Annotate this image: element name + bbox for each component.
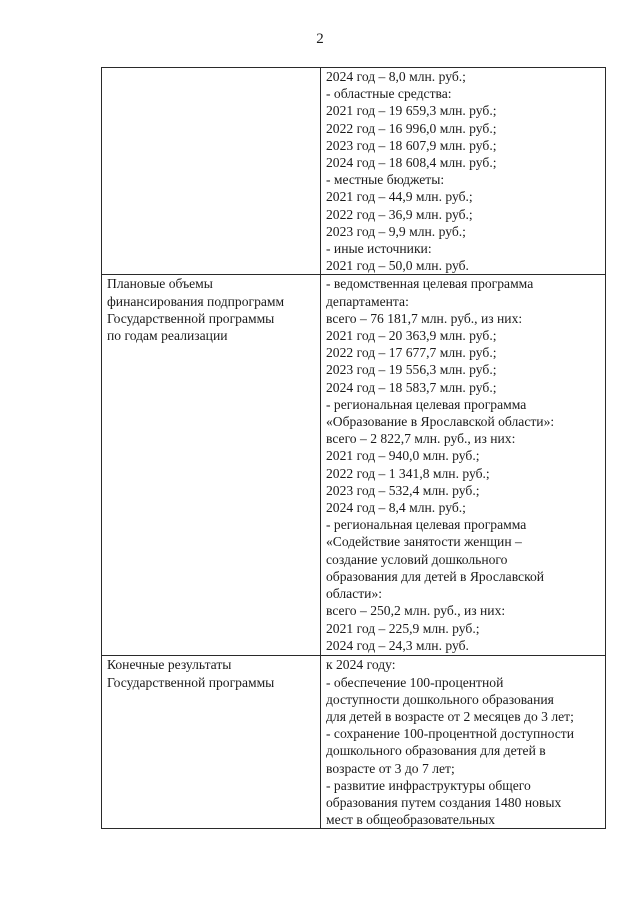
label-line: Конечные результаты [107, 657, 232, 673]
label-line: финансирования подпрограмм [107, 293, 285, 309]
table-row [102, 68, 606, 275]
value-line: 2022 год – 1 341,8 млн. руб.; [326, 465, 490, 481]
page-number: 2 [316, 31, 324, 47]
value-line: образования для детей в Ярославской [326, 568, 545, 584]
value-line: мест в общеобразовательных [326, 812, 496, 828]
row-value-cell [321, 656, 606, 829]
value-line: 2024 год – 18 583,7 млн. руб.; [326, 379, 497, 395]
row-value-cell [321, 275, 606, 656]
value-line: департамента: [326, 293, 409, 309]
value-line: 2023 год – 9,9 млн. руб.; [326, 223, 466, 239]
value-line: 2022 год – 16 996,0 млн. руб.; [326, 120, 497, 136]
value-line: 2022 год – 36,9 млн. руб.; [326, 206, 473, 222]
row-label-cell [102, 656, 321, 829]
value-line: всего – 2 822,7 млн. руб., из них: [326, 431, 516, 447]
row-label-cell [102, 68, 321, 275]
value-line: доступности дошкольного образования [326, 691, 554, 707]
value-line: «Содействие занятости женщин – [326, 534, 522, 550]
value-line: 2021 год – 44,9 млн. руб.; [326, 189, 473, 205]
value-line: 2024 год – 8,0 млн. руб.; [326, 69, 466, 84]
value-line: 2023 год – 532,4 млн. руб.; [326, 482, 480, 498]
value-line: - областные средства: [326, 86, 452, 102]
label-line: Плановые объемы [107, 276, 213, 292]
value-line: 2022 год – 17 677,7 млн. руб.; [326, 345, 497, 361]
value-line: 2024 год – 24,3 млн. руб. [326, 637, 469, 653]
value-line: 2024 год – 18 608,4 млн. руб.; [326, 155, 497, 171]
label-line: Государственной программы [107, 674, 275, 690]
value-line: 2021 год – 20 363,9 млн. руб.; [326, 328, 497, 344]
row-label-cell [102, 275, 321, 656]
value-line: 2023 год – 19 556,3 млн. руб.; [326, 362, 497, 378]
value-line: возрасте от 3 до 7 лет; [326, 760, 455, 776]
value-line: для детей в возрасте от 2 месяцев до 3 лет; [326, 709, 574, 725]
table-row [102, 656, 606, 829]
value-line: 2021 год – 19 659,3 млн. руб.; [326, 103, 497, 119]
value-line: - местные бюджеты: [326, 172, 445, 188]
label-line: Государственной программы [107, 310, 275, 326]
value-line: «Образование в Ярославской области»: [326, 414, 555, 430]
value-line: области»: [326, 586, 383, 602]
value-line: - региональная целевая программа [326, 517, 527, 533]
value-line: - сохранение 100-процентной доступности [326, 726, 574, 742]
value-line: дошкольного образования для детей в [326, 743, 546, 759]
row-value-cell [321, 68, 606, 275]
program-passport-table [101, 67, 606, 829]
value-line: 2021 год – 50,0 млн. руб. [326, 258, 469, 274]
table-row [102, 275, 606, 656]
value-line: всего – 250,2 млн. руб., из них: [326, 603, 506, 619]
value-line: 2021 год – 940,0 млн. руб.; [326, 448, 480, 464]
value-line: - иные источники: [326, 241, 432, 257]
value-line: - развитие инфраструктуры общего [326, 777, 531, 793]
value-line: - региональная целевая программа [326, 396, 527, 412]
value-line: к 2024 году: [326, 657, 396, 673]
value-line: 2023 год – 18 607,9 млн. руб.; [326, 137, 497, 153]
value-line: - ведомственная целевая программа [326, 276, 534, 292]
value-line: создание условий дошкольного [326, 551, 508, 567]
value-line: образования путем создания 1480 новых [326, 795, 562, 811]
value-line: 2021 год – 225,9 млн. руб.; [326, 620, 480, 636]
value-line: 2024 год – 8,4 млн. руб.; [326, 500, 466, 516]
value-line: - обеспечение 100-процентной [326, 674, 504, 690]
value-line: всего – 76 181,7 млн. руб., из них: [326, 310, 523, 326]
label-line: по годам реализации [107, 328, 228, 344]
